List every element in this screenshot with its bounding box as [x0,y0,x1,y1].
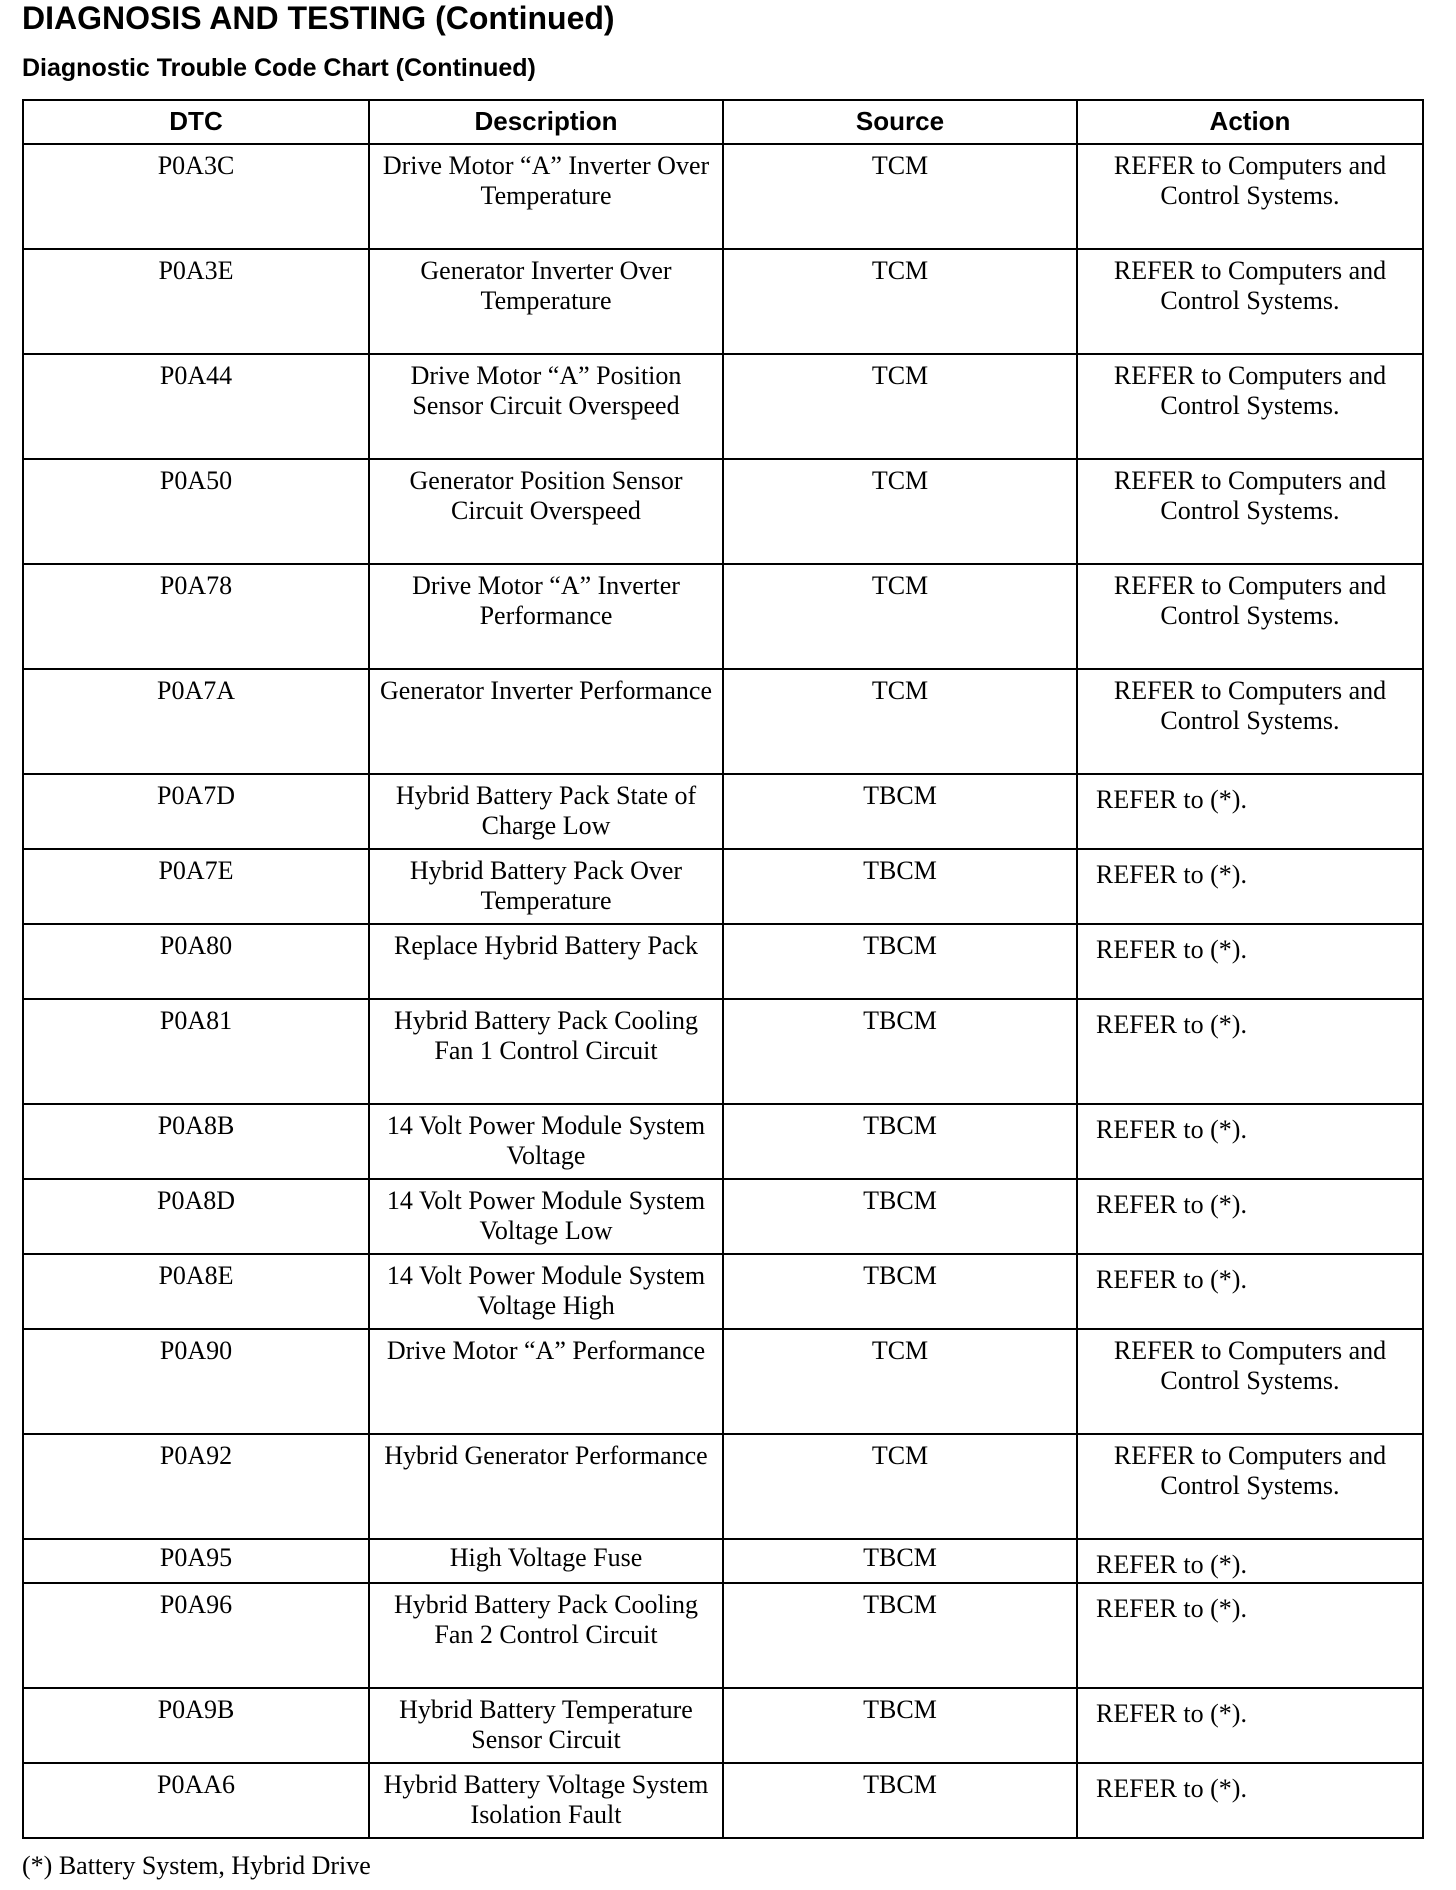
table-row [23,1583,1423,1688]
cell-action: REFER to (*). [1077,1763,1423,1838]
cell-description: Drive Motor “A” Inverter Performance [369,564,723,669]
table-row [23,999,1423,1104]
cell-source: TCM [723,249,1077,354]
cell-source: TBCM [723,849,1077,924]
cell-action: REFER to Computers and Control Systems. [1077,144,1423,249]
header-description: Description [369,100,723,144]
cell-action: REFER to (*). [1077,1179,1423,1254]
dtc-table [22,99,1424,1839]
cell-action: REFER to (*). [1077,924,1423,999]
cell-description: Replace Hybrid Battery Pack [369,924,723,999]
cell-description: 14 Volt Power Module System Voltage High [369,1254,723,1329]
cell-dtc: P0A95 [23,1539,369,1583]
cell-dtc: P0A78 [23,564,369,669]
cell-dtc: P0A8D [23,1179,369,1254]
cell-action: REFER to (*). [1077,849,1423,924]
cell-action: REFER to Computers and Control Systems. [1077,249,1423,354]
cell-source: TBCM [723,1104,1077,1179]
cell-description: Generator Inverter Performance [369,669,723,774]
header-dtc: DTC [23,100,369,144]
cell-description: High Voltage Fuse [369,1539,723,1583]
table-row [23,924,1423,999]
cell-description: Hybrid Battery Pack Cooling Fan 1 Control Circuit [369,999,723,1104]
table-row [23,774,1423,849]
table-row [23,1434,1423,1539]
cell-dtc: P0A8E [23,1254,369,1329]
cell-source: TBCM [723,1254,1077,1329]
table-header-row [23,100,1423,144]
cell-source: TBCM [723,999,1077,1104]
cell-description: Drive Motor “A” Performance [369,1329,723,1434]
table-row [23,354,1423,459]
cell-source: TCM [723,1434,1077,1539]
cell-description: Drive Motor “A” Inverter Over Temperature [369,144,723,249]
table-row [23,1104,1423,1179]
cell-action: REFER to (*). [1077,1254,1423,1329]
cell-dtc: P0A44 [23,354,369,459]
cell-action: REFER to Computers and Control Systems. [1077,669,1423,774]
header-action: Action [1077,100,1423,144]
cell-description: 14 Volt Power Module System Voltage [369,1104,723,1179]
table-row [23,1763,1423,1838]
table-row [23,1329,1423,1434]
cell-source: TCM [723,354,1077,459]
cell-action: REFER to Computers and Control Systems. [1077,564,1423,669]
table-row [23,849,1423,924]
cell-action: REFER to (*). [1077,1104,1423,1179]
cell-action: REFER to Computers and Control Systems. [1077,1434,1423,1539]
page-title: DIAGNOSIS AND TESTING (Continued) [22,0,615,36]
cell-description: Hybrid Generator Performance [369,1434,723,1539]
cell-source: TBCM [723,1583,1077,1688]
cell-dtc: P0A3E [23,249,369,354]
table-row [23,144,1423,249]
cell-source: TCM [723,1329,1077,1434]
cell-source: TBCM [723,1763,1077,1838]
cell-action: REFER to Computers and Control Systems. [1077,1329,1423,1434]
cell-description: Hybrid Battery Voltage System Isolation Fault [369,1763,723,1838]
cell-dtc: P0A7E [23,849,369,924]
cell-dtc: P0A90 [23,1329,369,1434]
table-row [23,1179,1423,1254]
table-row [23,459,1423,564]
table-row [23,249,1423,354]
cell-dtc: P0A80 [23,924,369,999]
cell-description: 14 Volt Power Module System Voltage Low [369,1179,723,1254]
cell-source: TBCM [723,1539,1077,1583]
cell-dtc: P0A92 [23,1434,369,1539]
cell-description: Hybrid Battery Temperature Sensor Circuit [369,1688,723,1763]
cell-action: REFER to Computers and Control Systems. [1077,354,1423,459]
cell-description: Hybrid Battery Pack Over Temperature [369,849,723,924]
chart-title: Diagnostic Trouble Code Chart (Continued) [22,54,536,82]
header-source: Source [723,100,1077,144]
cell-description: Generator Position Sensor Circuit Overspeed [369,459,723,564]
cell-description: Drive Motor “A” Position Sensor Circuit Overspeed [369,354,723,459]
table-row [23,1539,1423,1583]
cell-action: REFER to (*). [1077,1539,1423,1583]
table-row [23,1688,1423,1763]
cell-action: REFER to Computers and Control Systems. [1077,459,1423,564]
cell-source: TBCM [723,924,1077,999]
cell-dtc: P0A50 [23,459,369,564]
cell-source: TBCM [723,774,1077,849]
table-row [23,669,1423,774]
table-row [23,564,1423,669]
cell-dtc: P0A8B [23,1104,369,1179]
cell-source: TCM [723,564,1077,669]
cell-dtc: P0A9B [23,1688,369,1763]
cell-source: TCM [723,144,1077,249]
cell-action: REFER to (*). [1077,1688,1423,1763]
cell-description: Hybrid Battery Pack State of Charge Low [369,774,723,849]
cell-description: Hybrid Battery Pack Cooling Fan 2 Control Circuit [369,1583,723,1688]
cell-description: Generator Inverter Over Temperature [369,249,723,354]
cell-dtc: P0A81 [23,999,369,1104]
cell-source: TBCM [723,1179,1077,1254]
cell-action: REFER to (*). [1077,999,1423,1104]
cell-source: TBCM [723,1688,1077,1763]
cell-action: REFER to (*). [1077,1583,1423,1688]
cell-source: TCM [723,669,1077,774]
cell-action: REFER to (*). [1077,774,1423,849]
cell-source: TCM [723,459,1077,564]
footnote: (*) Battery System, Hybrid Drive [22,1851,371,1880]
cell-dtc: P0A7D [23,774,369,849]
table-row [23,1254,1423,1329]
cell-dtc: P0A7A [23,669,369,774]
cell-dtc: P0A96 [23,1583,369,1688]
cell-dtc: P0A3C [23,144,369,249]
cell-dtc: P0AA6 [23,1763,369,1838]
